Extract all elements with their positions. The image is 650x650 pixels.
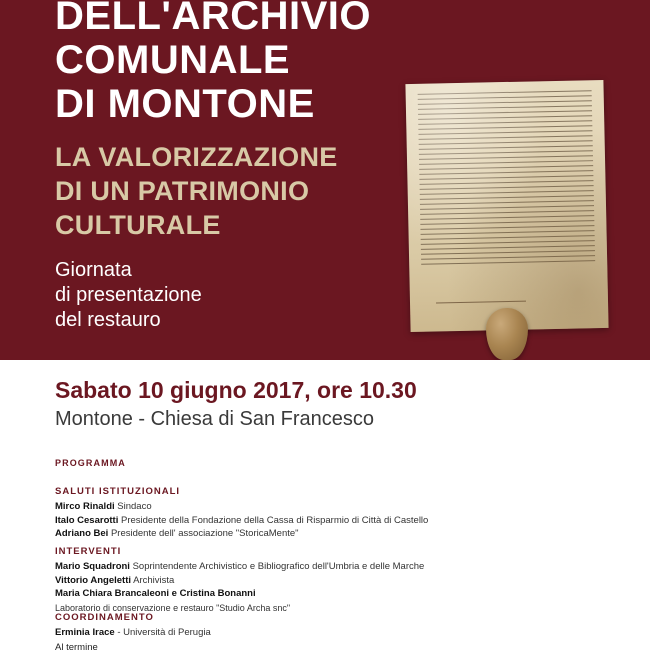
- seal-cord-group: [494, 308, 520, 360]
- entry-name: Erminia Irace: [55, 627, 115, 638]
- section-saluti-istituzionali: [55, 486, 575, 542]
- subtitle-line-1: LA VALORIZZAZIONE: [55, 142, 338, 172]
- entry: [55, 501, 575, 514]
- subtitle-line-3: CULTURALE: [55, 210, 221, 240]
- event-kind-line-1: Giornata: [55, 259, 132, 281]
- event-kind: [55, 258, 385, 333]
- entry: [55, 528, 575, 541]
- entry: [55, 575, 575, 588]
- title-line-2: COMUNALE: [55, 38, 291, 82]
- poster-title: [55, 0, 445, 126]
- entry: [55, 561, 575, 574]
- entry: [55, 515, 575, 528]
- section-heading: COORDINAMENTO: [55, 612, 154, 623]
- section-heading: SALUTI ISTITUZIONALI: [55, 486, 181, 497]
- title-line-3: DI MONTONE: [55, 82, 315, 126]
- entry-role: Soprintendente Archivistico e Bibliografico dell'Umbria e delle Marche: [132, 561, 425, 572]
- entry: [55, 588, 575, 601]
- section-note: Laboratorio di conservazione e restauro "Studio Archa snc": [55, 602, 291, 613]
- entry-role: Presidente della Fondazione della Cassa di Risparmio di Città di Castello: [121, 514, 429, 526]
- entry-name: Mirco Rinaldi: [55, 501, 115, 512]
- entry-role: Sindaco: [117, 501, 152, 512]
- entry: [55, 627, 575, 640]
- parchment-image: [408, 82, 618, 360]
- wax-seal-icon: [486, 308, 528, 360]
- entry-name: Mario Squadroni: [55, 561, 130, 572]
- manuscript-signature-line: [436, 301, 526, 304]
- entry-name: Vittorio Angeletti: [55, 574, 131, 586]
- event-date: Sabato 10 giugno 2017, ore 10.30: [55, 377, 417, 403]
- closing-note: Al termine: [55, 642, 98, 650]
- title-line-1: DELL'ARCHIVIO: [55, 0, 372, 38]
- event-venue: Montone - Chiesa di San Francesco: [55, 408, 375, 430]
- poster-subtitle: [55, 140, 435, 242]
- section-heading: INTERVENTI: [55, 546, 122, 557]
- manuscript-text-lines: [418, 90, 596, 284]
- entry-name: Maria Chiara Brancaleoni e Cristina Bonanni: [55, 588, 256, 599]
- poster-info-band: [0, 360, 650, 650]
- entry-name: Italo Cesarotti: [55, 514, 119, 526]
- event-kind-line-3: del restauro: [55, 309, 161, 331]
- programma-label: PROGRAMMA: [55, 458, 126, 468]
- event-kind-line-2: di presentazione: [55, 284, 202, 306]
- entry-role: Archivista: [133, 574, 175, 586]
- subtitle-line-2: DI UN PATRIMONIO: [55, 176, 310, 206]
- section-interventi: [55, 546, 575, 614]
- section-coordinamento: [55, 612, 575, 641]
- entry-role: Presidente dell' associazione "StoricaMente": [110, 528, 299, 539]
- parchment-sheet: [405, 80, 608, 332]
- entry-name: Adriano Bei: [55, 528, 109, 539]
- entry-role: - Università di Perugia: [117, 627, 211, 638]
